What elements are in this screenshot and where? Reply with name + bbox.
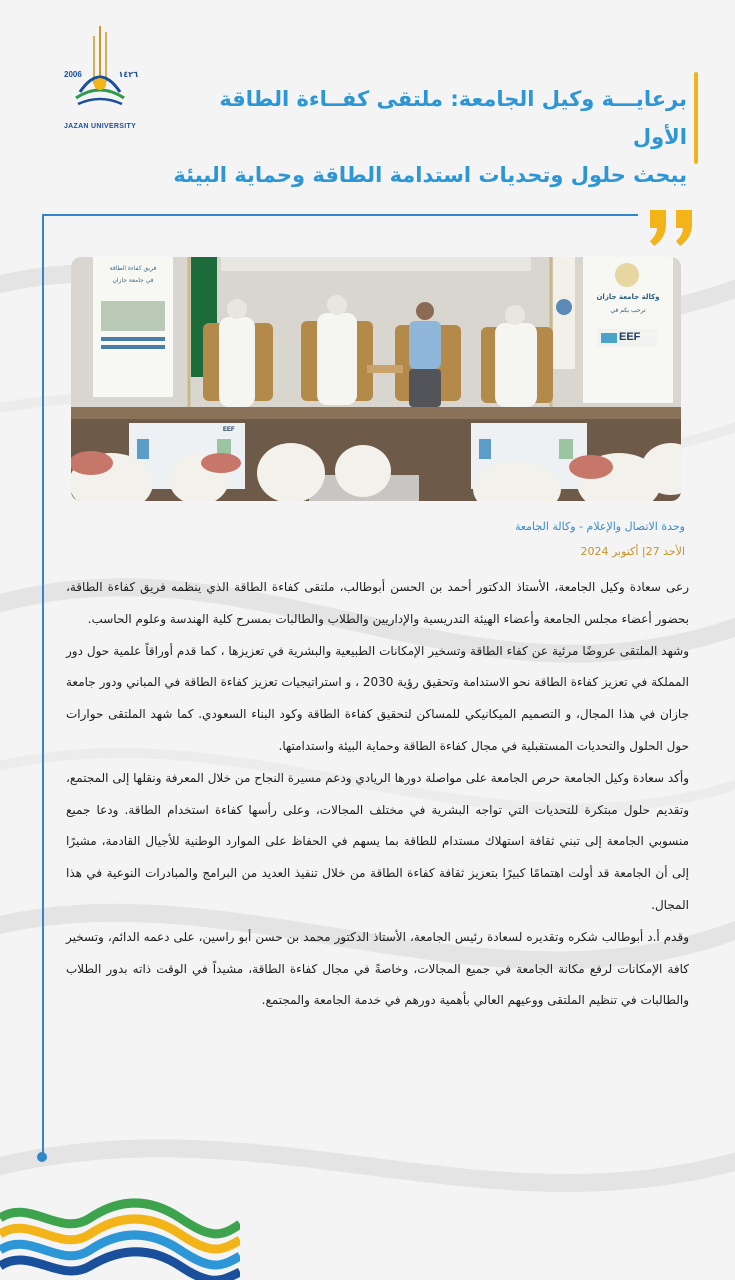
article-paragraph-3: وأكد سعادة وكيل الجامعة حرص الجامعة على مواصلة دورها الريادي ودعم مسيرة النجاح من خلال المعرفة ونقلها إلى المجتمع، وتقديم حلول مبتكرة للتحديات التي تواجه البشرية في مختلف المجالات، وعلى رأسها كفاءة استخدام الطاقة. ودعا جميع منسوبي الجامعة إلى تبني ثقافة استهلاك مستدام للطاقة بما يسهم في الحفاظ على الموارد الوطنية للأجيال القادمة، مشيرًا إلى أن الجامعة قد أولت اهتمامًا كبيرًا بتعزيز ثقافة كفاءة الطاقة من خلال تنفيذ العديد من البرامج والمبادرات النوعية في هذا المجال. — [66, 770, 689, 912]
article-paragraph-4: وقدم أ.د أبوطالب شكره وتقديره لسعادة رئيس الجامعة، الأستاذ الدكتور محمد بن حسن أبو راسين، على دعمه الدائم، وتسخير كافة الإمكانات لرفع مكانة الجامعة في جميع المجالات، وخاصةً في مجال كفاءة الطاقة، مشيداً في الوقت ذاته بدور الطلاب والطالبات في تنظيم الملتقى ووعيهم العالي بأهمية دورهم في خدمة الجامعة والمجتمع. — [66, 929, 689, 1008]
article-body — [66, 572, 689, 1017]
frame-top-line — [42, 214, 638, 216]
banner-right-logo: EEF — [619, 331, 641, 343]
logo-name-en: JAZAN UNIVERSITY — [63, 123, 137, 130]
banner-left-subtitle: في جامعة جازان — [112, 277, 154, 284]
article-paragraph-2: وشهد الملتقى عروضًا مرئية عن كفاء الطاقة وتسخير الإمكانات الطبيعية والبشرية في تعزيزها ، كما قدم أوراقاً علمية حول دور المملكة في تعزيز كفاءة الطاقة نحو الاستدامة وتحقيق رؤية 2030 ، و استراتيجيات تعزيز كفاءة الطاقة في المباني ودور جامعة جازان في هذا المجال، و التصميم الميكانيكي للمساكن لتحقيق كفاءة الطاقة وكود البناء السعودي. كما شهد الملتقى حوارات حول الحلول والتحديات المستقبلية في مجال كفاءة الطاقة وحماية البيئة واستدامتها. — [66, 643, 689, 753]
title-line-2: يبحث حلول وتحديات استدامة الطاقة وحماية البيئة — [173, 163, 687, 187]
logo-founded-hijri: ١٤٢٦ — [118, 70, 138, 79]
logo-founded-year: 2006 — [64, 70, 82, 79]
decorative-waves — [0, 1188, 240, 1280]
frame-end-dot — [37, 1152, 47, 1162]
banner-left-title: فريق كفاءة الطاقة — [109, 265, 157, 272]
event-photo — [71, 257, 681, 501]
title-accent-bar — [694, 72, 698, 164]
article-date: الأحد 27| أكتوبر 2024 — [580, 545, 685, 558]
banner-right-subtitle: ترحب بكم في — [610, 307, 646, 314]
university-logo — [58, 22, 142, 130]
frame-left-line — [42, 214, 44, 1154]
screen-label: EEF — [223, 427, 235, 433]
banner-right-title: وكالة جامعة جازان — [596, 293, 660, 301]
article-paragraph-1: رعى سعادة وكيل الجامعة، الأستاذ الدكتور أحمد بن الحسن أبوطالب، ملتقى كفاءة الطاقة الذي ينظمه فريق كفاءة الطاقة، بحضور أعضاء مجلس الجامعة وأعضاء الهيئة التدريسية والإداريين والطلاب والطالبات بمسرح كلية الهندسة وعلوم الحاسب. — [66, 580, 689, 626]
article-source: وحدة الاتصال والإعلام - وكالة الجامعة — [514, 520, 685, 533]
title-line-1: برعايـــة وكيل الجامعة: ملتقى كفــاءة الطاقة الأول — [219, 87, 687, 149]
page-title — [167, 80, 687, 194]
quote-icon — [646, 204, 700, 248]
